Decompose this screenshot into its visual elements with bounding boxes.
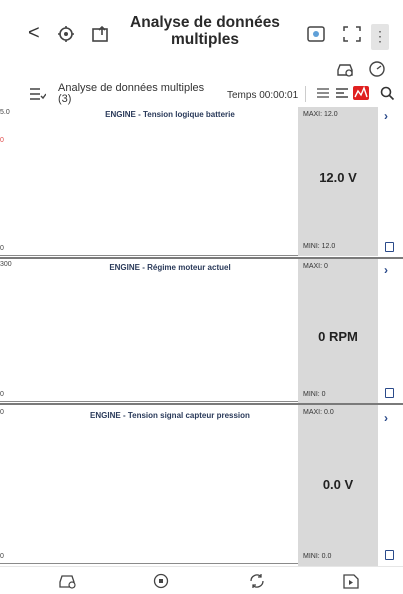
value-box bbox=[298, 107, 378, 256]
red-tick-label: 0 bbox=[0, 137, 4, 144]
analysis-header bbox=[0, 80, 403, 106]
max-value: MAXI: 12.0 bbox=[303, 111, 338, 118]
panel-title: ENGINE - Tension logique batterie bbox=[105, 110, 235, 119]
analysis-label: Analyse de données multiples (3) bbox=[58, 82, 205, 105]
data-panel-pressure[interactable] bbox=[0, 403, 403, 564]
more-menu-button[interactable]: ⋮ bbox=[371, 24, 389, 50]
value-box bbox=[298, 259, 378, 404]
data-list-icon[interactable] bbox=[30, 88, 46, 100]
panel-title: ENGINE - Régime moteur actuel bbox=[109, 263, 231, 272]
bottom-toolbar bbox=[0, 566, 403, 594]
chevron-right-icon[interactable]: › bbox=[384, 109, 388, 123]
plot-area bbox=[0, 257, 298, 402]
elapsed-time: Temps 00:00:01 bbox=[227, 90, 299, 101]
panel-title: ENGINE - Tension signal capteur pression bbox=[90, 411, 250, 420]
graph-view-icon bbox=[353, 86, 369, 100]
search-icon[interactable] bbox=[379, 85, 395, 101]
panel-settings-icon[interactable] bbox=[385, 242, 394, 252]
value-box bbox=[298, 405, 378, 566]
panel-settings-icon[interactable] bbox=[385, 550, 394, 560]
max-value: MAXI: 0.0 bbox=[303, 409, 334, 416]
save-record-icon[interactable] bbox=[340, 573, 362, 589]
plot-baseline bbox=[0, 563, 298, 564]
plot-baseline bbox=[0, 401, 298, 402]
axis-bottom-label: 0 bbox=[0, 553, 4, 560]
axis-top-label: 300 bbox=[0, 261, 12, 268]
axis-bottom-label: 0 bbox=[0, 391, 4, 398]
graph-view-button[interactable] bbox=[353, 86, 369, 100]
chevron-right-icon[interactable]: › bbox=[384, 263, 388, 277]
plot-baseline bbox=[0, 255, 298, 256]
axis-top-label: 0 bbox=[0, 409, 4, 416]
axis-top-label: 5.0 bbox=[0, 109, 10, 116]
min-value: MINI: 0.0 bbox=[303, 553, 332, 560]
current-value: 0.0 V bbox=[322, 477, 354, 492]
record-icon[interactable] bbox=[306, 24, 328, 44]
chevron-right-icon[interactable]: › bbox=[384, 411, 388, 425]
page-title: Analyse de données multiples bbox=[130, 14, 280, 48]
separator bbox=[305, 86, 306, 102]
top-bar bbox=[0, 0, 403, 58]
plot-area bbox=[0, 107, 298, 256]
vehicle-settings-icon[interactable] bbox=[56, 24, 78, 44]
export-icon[interactable] bbox=[91, 24, 113, 44]
back-button[interactable]: < bbox=[28, 22, 40, 44]
current-value: 12.0 V bbox=[319, 170, 357, 185]
axis-bottom-label: 0 bbox=[0, 245, 4, 252]
refresh-icon[interactable] bbox=[246, 573, 268, 589]
list-view-icon[interactable] bbox=[315, 86, 331, 100]
min-value: MINI: 12.0 bbox=[303, 243, 336, 250]
gauge-icon[interactable] bbox=[367, 60, 387, 78]
vehicle-diagnostics-icon[interactable] bbox=[57, 573, 79, 589]
data-panel-rpm[interactable] bbox=[0, 257, 403, 402]
stop-icon[interactable] bbox=[150, 573, 172, 589]
current-value: 0 RPM bbox=[318, 329, 358, 344]
compact-view-icon[interactable] bbox=[334, 86, 350, 100]
fullscreen-icon[interactable] bbox=[341, 24, 363, 44]
min-value: MINI: 0 bbox=[303, 391, 326, 398]
max-value: MAXI: 0 bbox=[303, 263, 328, 270]
vehicle-scan-icon[interactable] bbox=[335, 60, 355, 78]
plot-area bbox=[0, 403, 298, 564]
panel-settings-icon[interactable] bbox=[385, 388, 394, 398]
data-panel-battery[interactable] bbox=[0, 107, 403, 256]
